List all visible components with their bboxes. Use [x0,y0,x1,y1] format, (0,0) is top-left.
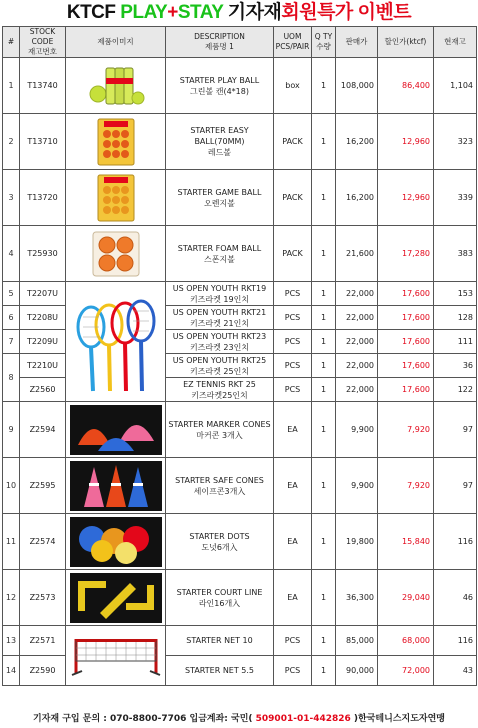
row-code: Z2560 [20,378,66,402]
table-row [3,402,477,458]
header-code: STOCK CODE 재고번호 [20,27,66,58]
row-qty: 1 [312,458,336,514]
row-price: 22,000 [336,378,378,402]
row-no: 8 [3,354,20,402]
row-stock: 97 [434,458,477,514]
row-no: 2 [3,114,20,170]
row-desc: EZ TENNIS RKT 25 키즈라켓25인치 [166,378,274,402]
row-sale: 17,600 [378,306,434,330]
row-uom: PCS [274,354,312,378]
row-stock: 111 [434,330,477,354]
row-qty: 1 [312,378,336,402]
row-price: 16,200 [336,114,378,170]
title-event: 회원특가 이벤트 [281,2,412,23]
row-code: T2209U [20,330,66,354]
row-desc: US OPEN YOUTH RKT21 키즈라켓 21인치 [166,306,274,330]
header-image: 제품이미지 [66,27,166,58]
title-ktcf: KTCF [66,2,121,23]
row-uom: PCS [274,306,312,330]
row-stock: 116 [434,514,477,570]
row-qty: 1 [312,402,336,458]
row-code: T2210U [20,354,66,378]
row-sale: 17,280 [378,226,434,282]
row-code: T13740 [20,58,66,114]
row-qty: 1 [312,58,336,114]
table-row [3,226,477,282]
row-code: Z2574 [20,514,66,570]
row-stock: 323 [434,114,477,170]
row-stock: 97 [434,402,477,458]
row-price: 22,000 [336,306,378,330]
title-plus: + [167,2,178,23]
row-desc: STARTER NET 5.5 [166,656,274,686]
row-uom: PACK [274,114,312,170]
rackets-image [66,282,166,402]
row-price: 22,000 [336,282,378,306]
row-sale: 12,960 [378,170,434,226]
row-sale: 86,400 [378,58,434,114]
header-no: # [3,27,20,58]
table-row [3,58,477,114]
row-code: T25930 [20,226,66,282]
row-desc: STARTER SAFE CONES 세이프콘3개入 [166,458,274,514]
header-stock: 현재고 [434,27,477,58]
footer-left: 기자재 구입 문의 : 070-8800-7706 입금계좌: 국민( [33,714,256,724]
row-uom: EA [274,458,312,514]
header-desc: DESCRIPTION 제품명 1 [166,27,274,58]
header-qty: Q TY 수량 [312,27,336,58]
row-price: 36,300 [336,570,378,626]
row-stock: 116 [434,626,477,656]
title-play: PLAY [120,2,168,23]
footer-right: )한국테니스지도자연맹 [350,714,445,724]
footer-account: 509001-01-442826 [255,714,351,724]
row-sale: 7,920 [378,402,434,458]
row-qty: 1 [312,306,336,330]
row-uom: PCS [274,656,312,686]
row-price: 108,000 [336,58,378,114]
table-row [3,114,477,170]
row-qty: 1 [312,282,336,306]
row-desc: STARTER FOAM BALL 스폰지볼 [166,226,274,282]
row-desc: STARTER PLAY BALL 그린볼 캔(4*18) [166,58,274,114]
table-row [3,626,477,656]
row-price: 85,000 [336,626,378,656]
row-price: 9,900 [336,458,378,514]
row-code: T13720 [20,170,66,226]
header-sale: 할인가(ktcf) [378,27,434,58]
row-sale: 72,000 [378,656,434,686]
row-code: Z2594 [20,402,66,458]
row-uom: PACK [274,226,312,282]
row-desc: STARTER DOTS 도넛6개入 [166,514,274,570]
row-sale: 15,840 [378,514,434,570]
row-price: 16,200 [336,170,378,226]
row-stock: 46 [434,570,477,626]
row-uom: EA [274,570,312,626]
row-no: 14 [3,656,20,686]
ball-can-image [66,58,166,114]
row-stock: 128 [434,306,477,330]
header-price: 판매가 [336,27,378,58]
row-desc: US OPEN YOUTH RKT25 키즈라켓 25인치 [166,354,274,378]
row-no: 11 [3,514,20,570]
row-qty: 1 [312,330,336,354]
row-stock: 1,104 [434,58,477,114]
net-image [66,626,166,686]
row-uom: box [274,58,312,114]
row-desc: US OPEN YOUTH RKT19 키즈라켓 19인치 [166,282,274,306]
row-sale: 68,000 [378,626,434,656]
row-desc: US OPEN YOUTH RKT23 키즈라켓 23인치 [166,330,274,354]
row-code: Z2573 [20,570,66,626]
row-no: 10 [3,458,20,514]
row-no: 5 [3,282,20,306]
row-stock: 339 [434,170,477,226]
row-uom: EA [274,514,312,570]
row-uom: PCS [274,330,312,354]
row-stock: 383 [434,226,477,282]
header-uom: UOM PCS/PAIR [274,27,312,58]
row-price: 21,600 [336,226,378,282]
row-stock: 153 [434,282,477,306]
orange-ball-pack-image [66,170,166,226]
row-no: 1 [3,58,20,114]
row-code: Z2590 [20,656,66,686]
red-ball-pack-image [66,114,166,170]
row-no: 4 [3,226,20,282]
row-no: 7 [3,330,20,354]
row-uom: PACK [274,170,312,226]
row-price: 22,000 [336,330,378,354]
row-qty: 1 [312,656,336,686]
row-desc: STARTER COURT LINE 라인16개入 [166,570,274,626]
title-stay: STAY [177,2,224,23]
row-price: 9,900 [336,402,378,458]
row-no: 3 [3,170,20,226]
row-sale: 12,960 [378,114,434,170]
row-qty: 1 [312,570,336,626]
row-qty: 1 [312,226,336,282]
row-desc: STARTER MARKER CONES 마커콘 3개入 [166,402,274,458]
row-desc: STARTER GAME BALL 오렌지볼 [166,170,274,226]
row-uom: PCS [274,378,312,402]
row-code: T2207U [20,282,66,306]
row-stock: 122 [434,378,477,402]
court-line-image [66,570,166,626]
row-qty: 1 [312,170,336,226]
row-uom: PCS [274,282,312,306]
row-qty: 1 [312,626,336,656]
title-equipment: 기자재 [223,2,282,23]
row-desc: STARTER NET 10 [166,626,274,656]
row-sale: 17,600 [378,282,434,306]
page-title [0,0,478,26]
row-sale: 17,600 [378,330,434,354]
row-stock: 36 [434,354,477,378]
table-header [3,27,477,58]
foam-ball-pack-image [66,226,166,282]
row-uom: PCS [274,626,312,656]
table-row [3,458,477,514]
row-code: T13710 [20,114,66,170]
row-qty: 1 [312,354,336,378]
table-row [3,282,477,306]
row-stock: 43 [434,656,477,686]
row-sale: 29,040 [378,570,434,626]
row-code: Z2571 [20,626,66,656]
row-price: 22,000 [336,354,378,378]
row-price: 90,000 [336,656,378,686]
table-row [3,570,477,626]
row-sale: 17,600 [378,378,434,402]
row-desc: STARTER EASY BALL(70MM) 레드볼 [166,114,274,170]
row-no: 9 [3,402,20,458]
row-code: Z2595 [20,458,66,514]
row-sale: 7,920 [378,458,434,514]
product-table [2,26,477,686]
marker-cones-image [66,402,166,458]
table-row [3,170,477,226]
row-no: 6 [3,306,20,330]
row-price: 19,800 [336,514,378,570]
row-qty: 1 [312,114,336,170]
row-qty: 1 [312,514,336,570]
footer-contact [0,711,478,728]
dots-image [66,514,166,570]
row-no: 12 [3,570,20,626]
safe-cones-image [66,458,166,514]
table-row [3,514,477,570]
row-sale: 17,600 [378,354,434,378]
row-code: T2208U [20,306,66,330]
row-no: 13 [3,626,20,656]
row-uom: EA [274,402,312,458]
